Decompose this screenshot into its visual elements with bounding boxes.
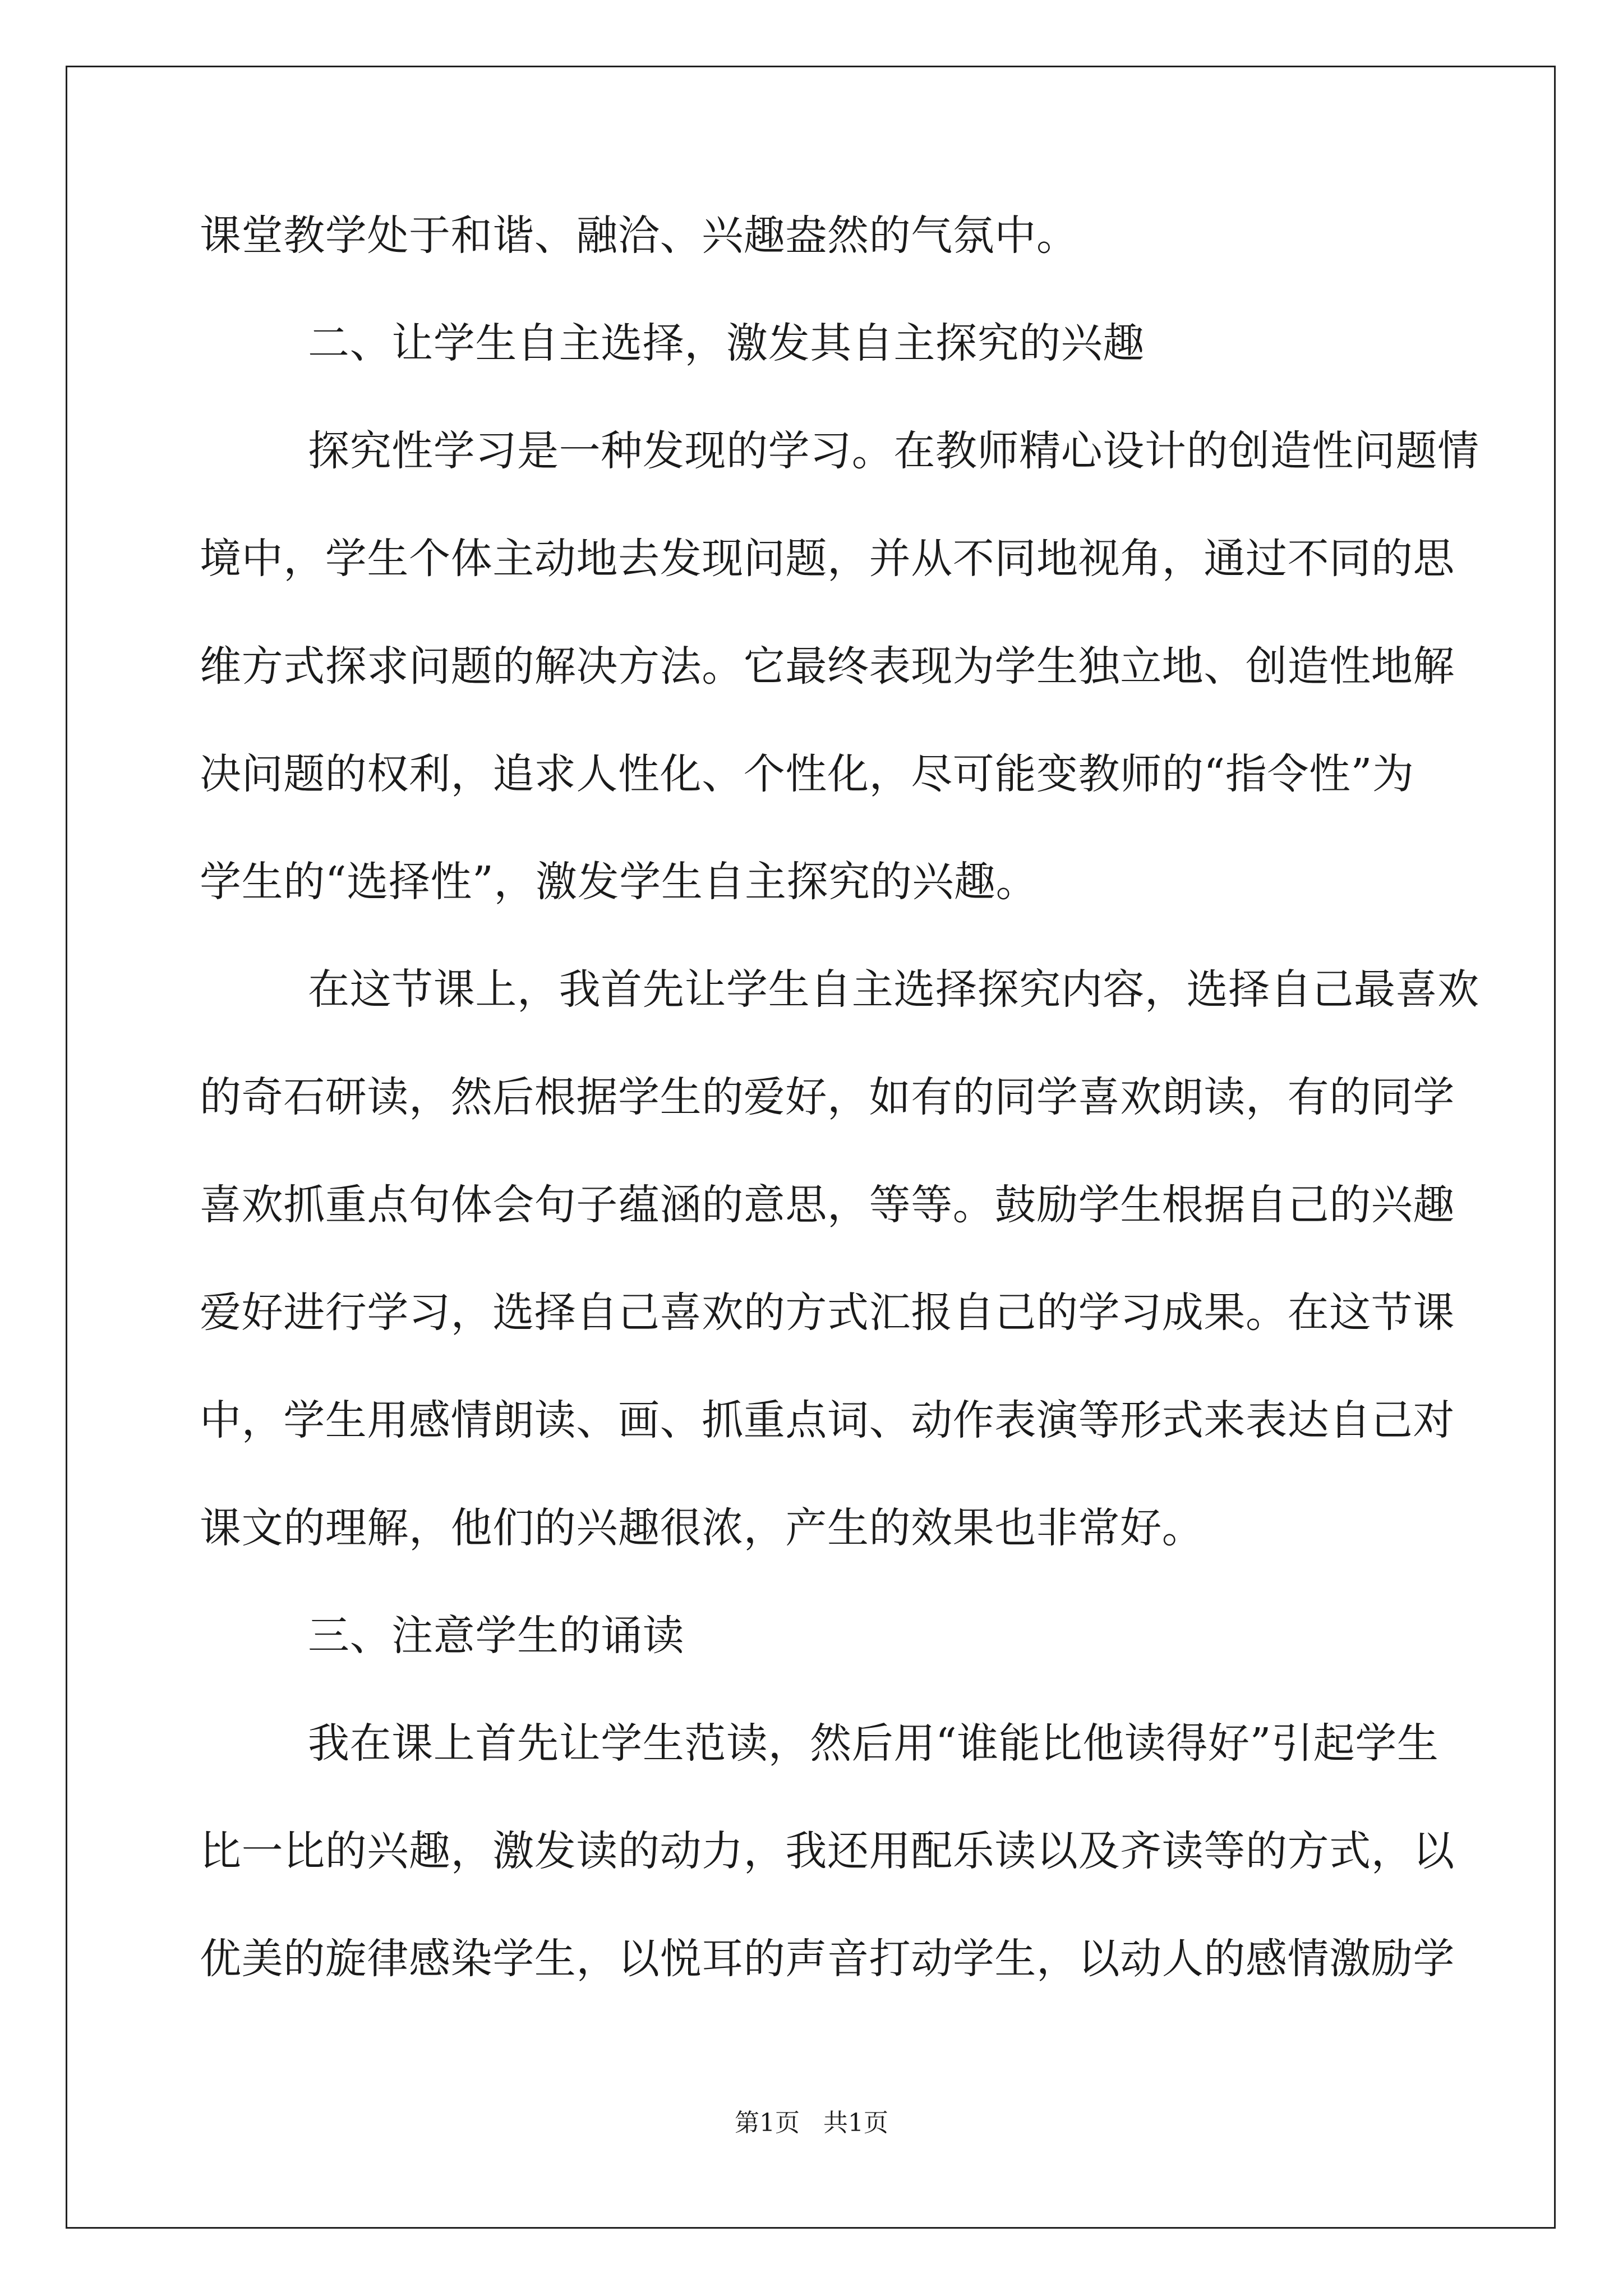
text-line: 的奇石研读，然后根据学生的爱好，如有的同学喜欢朗读，有的同学 [200,1073,1455,1121]
text-line: 维方式探求问题的解决方法。它最终表现为学生独立地、创造性地解 [200,642,1455,691]
text-line: 喜欢抓重点句体会句子蕴涵的意思，等等。鼓励学生根据自己的兴趣 [200,1181,1455,1229]
text-line: 课文的理解，他们的兴趣很浓，产生的效果也非常好。 [200,1504,1204,1552]
section-heading: 三、注意学生的诵读 [200,1612,685,1660]
text-line: 中，学生用感情朗读、画、抓重点词、动作表演等形式来表达自己对 [200,1396,1455,1444]
text-line: 学生的“选择性”，激发学生自主探究的兴趣。 [200,858,1038,906]
page-border [66,66,1556,2229]
text-line: 优美的旋律感染学生，以悦耳的声音打动学生，以动人的感情激励学 [200,1935,1455,1983]
text-line: 探究性学习是一种发现的学习。在教师精心设计的创造性问题情 [200,427,1479,475]
text-line: 在这节课上，我首先让学生自主选择探究内容，选择自己最喜欢 [200,965,1479,1014]
text-line: 比一比的兴趣，激发读的动力，我还用配乐读以及齐读等的方式，以 [200,1827,1455,1875]
section-heading: 二、让学生自主选择，激发其自主探究的兴趣 [200,319,1145,367]
text-line: 爱好进行学习，选择自己喜欢的方式汇报自己的学习成果。在这节课 [200,1289,1455,1337]
text-line: 课堂教学处于和谐、融洽、兴趣盎然的气氛中。 [200,211,1078,260]
text-line: 我在课上首先让学生范读，然后用“谁能比他读得好”引起学生 [200,1719,1439,1768]
text-line: 决问题的权利，追求人性化、个性化，尽可能变教师的“指令性”为 [200,750,1414,798]
text-line: 境中，学生个体主动地去发现问题，并从不同地视角，通过不同的思 [200,535,1455,583]
page-number-footer: 第1页 共1页 [735,2109,888,2137]
